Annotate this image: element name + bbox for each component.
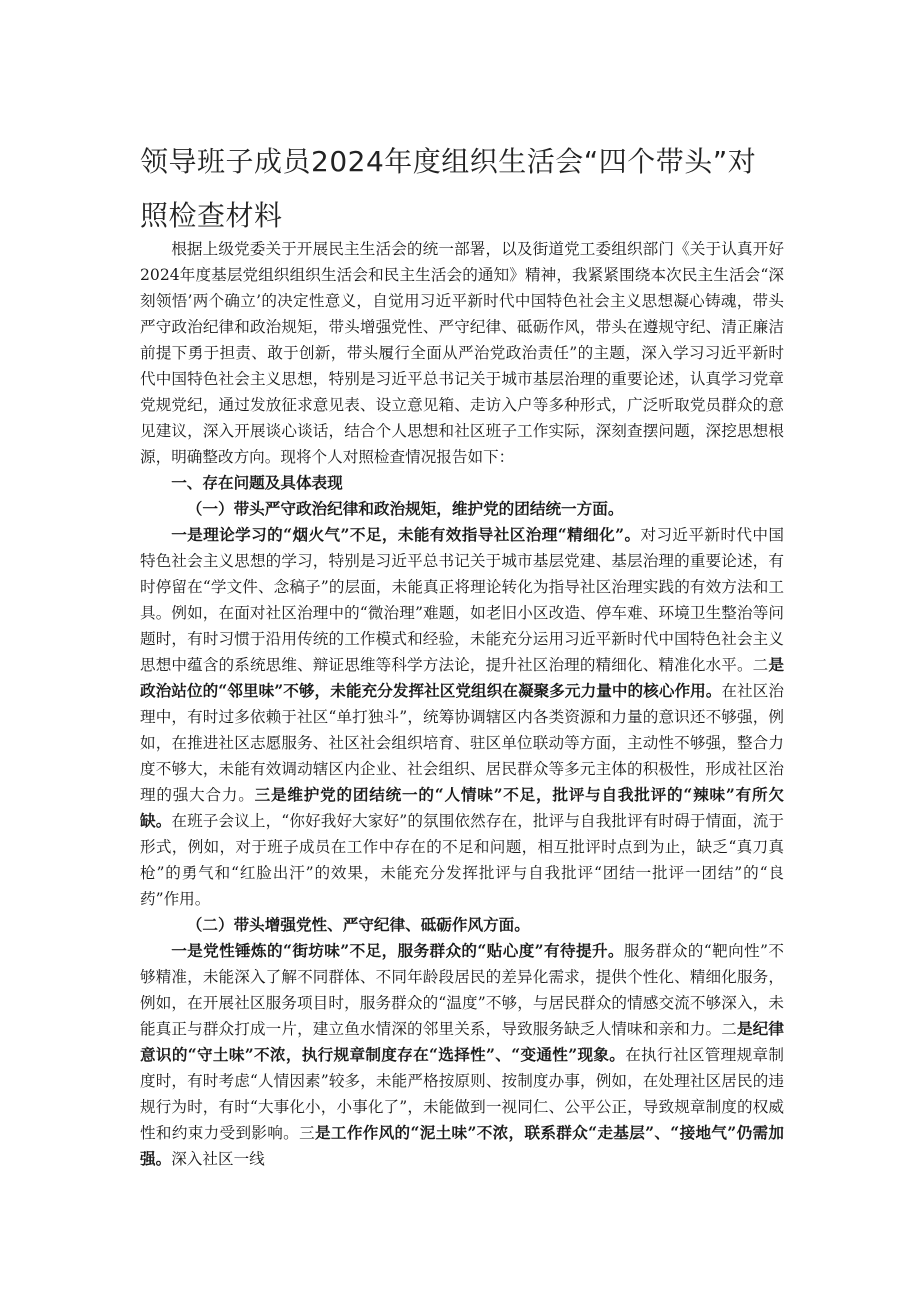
point-3-heading: 是工作作风的“泥土味”不浓，联系群众“走基层”、“接地气”仍需加强。 <box>140 1123 784 1168</box>
intro-paragraph: 根据上级党委关于开展民主生活会的统一部署，以及街道党工委组织部门《关于认真开好2024年度基层党组织组织生活会和民主生活会的通知》精神，我紧紧围绕本次民主生活会“深刻领悟’两个确立’的决定性意义，自觉用习近平新时代中国特色社会主义思想凝心铸魂，带头严守政治纪律和政治规矩，带头增强党性、严守纪律、砥砺作风，带头在遵规守纪、清正廉洁前提下勇于担责、敢于创新，带头履行全面从严治党政治责任”的主题，深入学习习近平新时代中国特色社会主义思想，特别是习近平总书记关于城市基层治理的重要论述，认真学习党章党规党纪，通过发放征求意见表、设立意见箱、走访入户等多种形式，广泛听取党员群众的意见建议，深入开展谈心谈话，结合个人思想和社区班子工作实际，深刻查摆问题，深挖思想根源，明确整改方向。现将个人对照检查情况报告如下： <box>140 240 784 466</box>
point-3-heading: 三是维护党的团结统一的“人情味”不足，批评与自我批评的“辣味”有所欠缺。 <box>140 785 784 830</box>
subsection-heading-2: （二）带头增强党性、严守纪律、砥砺作风方面。 <box>186 915 530 934</box>
point-1-text: 服务群众的“靶向性”不够精准，未能深入了解不同群体、不同年龄段居民的差异化需求，提供个性化、精细化服务，例如，在开展社区服务项目时，服务群众的“温度”不够，与居民群众的情感交流不够深入，未能真正与群众打成一片，建立鱼水情深的邻里关系，导致服务缺乏人情味和亲和力。二 <box>140 942 784 1038</box>
document-body <box>140 236 784 1172</box>
point-2-text: 在社区治理中，有时过多依赖于社区“单打独斗”，统筹协调辖区内各类资源和力量的意识还不够强，例如，在推进社区志愿服务、社区社会组织培育、驻区单位联动等方面，主动性不够强，整合力度不够大，未能有效调动辖区内企业、社会组织、居民群众等多元主体的积极性，形成社区治理的强大合力。 <box>140 682 784 804</box>
subsection-heading-1: （一）带头严守政治纪律和政治规矩，维护党的团结统一方面。 <box>186 499 624 518</box>
point-1-heading: 一是党性锤炼的“街坊味”不足，服务群众的“贴心度”有待提升。 <box>171 941 624 960</box>
document-title <box>140 140 780 238</box>
point-2-heading: 是纪律意识的“守土味”不浓，执行规章制度存在“选择性”、“变通性”现象。 <box>140 1019 784 1064</box>
title-line-1: 领导班子成员2024年度组织生活会“四个带头”对 <box>140 145 757 178</box>
title-line-2: 照检查材料 <box>140 199 283 232</box>
point-1-heading: 一是理论学习的“烟火气”不足，未能有效指导社区治理“精细化”。 <box>171 525 641 544</box>
point-2-text: 在执行社区管理规章制度时，有时考虑“人情因素”较多，未能严格按原则、按制度办事，例如，在处理社区居民的违规行为时，有时“大事化小，小事化了”，未能做到一视同仁、公平公正，导致规章制度的权威性和约束力受到影响。三 <box>140 1046 784 1142</box>
point-3-text: 深入社区一线 <box>171 1150 265 1168</box>
point-3-text: 在班子会议上，“你好我好大家好”的氛围依然存在，批评与自我批评有时碍于情面，流于形式，例如，对于班子成员在工作中存在的不足和问题，相互批评时点到为止，缺乏“真刀真枪”的勇气和“红脸出汗”的效果，未能充分发挥批评与自我批评“团结一批评一团结”的“良药”作用。 <box>140 812 784 908</box>
point-2-heading: 是政治站位的“邻里味”不够，未能充分发挥社区党组织在凝聚多元力量中的核心作用。 <box>140 655 784 700</box>
point-1-text: 对习近平新时代中国特色社会主义思想的学习，特别是习近平总书记关于城市基层党建、基层治理的重要论述，有时停留在“学文件、念稿子”的层面，未能真正将理论转化为指导社区治理实践的有效方法和工具。例如，在面对社区治理中的“微治理”难题，如老旧小区改造、停车难、环境卫生整治等问题时，有时习惯于沿用传统的工作模式和经验，未能充分运用习近平新时代中国特色社会主义思想中蕴含的系统思维、辩证思维等科学方法论，提升社区治理的精细化、精准化水平。二 <box>140 526 784 674</box>
subsection-2-paragraph <box>140 938 784 1172</box>
subsection-1-paragraph <box>140 522 784 912</box>
section-heading: 一、存在问题及具体表现 <box>171 473 343 492</box>
